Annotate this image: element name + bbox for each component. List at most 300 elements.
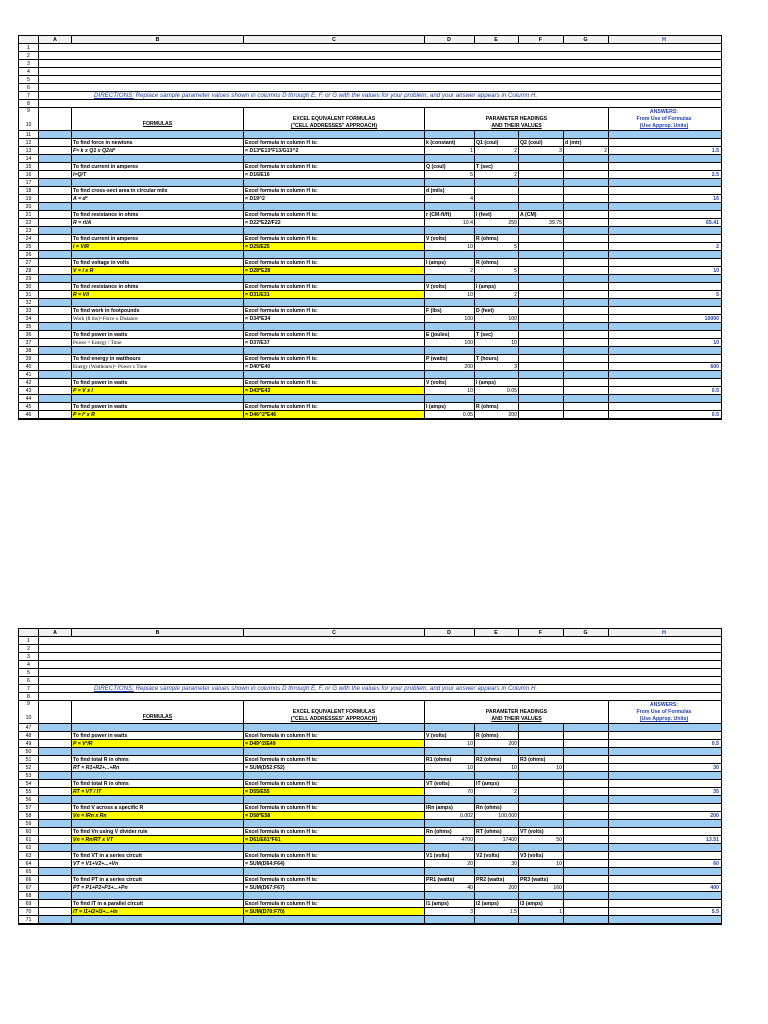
cell-e[interactable] <box>475 323 519 331</box>
cell-f[interactable]: 1 <box>519 908 564 916</box>
cell-h-answer[interactable]: 65.41 <box>609 219 721 227</box>
cell-a[interactable] <box>39 339 72 347</box>
cell-g[interactable] <box>564 323 609 331</box>
cell-b[interactable]: To find voltage in volts <box>72 259 244 267</box>
cell-f[interactable] <box>519 195 564 203</box>
cell-c[interactable]: = D61/E61*F61 <box>244 836 425 844</box>
cell-e[interactable] <box>475 299 519 307</box>
cell-d[interactable] <box>425 155 475 163</box>
cell-g[interactable] <box>564 804 609 812</box>
column-header-f[interactable]: F <box>519 36 564 44</box>
cell-h-answer[interactable]: 5.5 <box>609 908 721 916</box>
cell-e[interactable]: 5 <box>475 267 519 275</box>
cell-b[interactable] <box>72 892 244 900</box>
cell-e[interactable] <box>475 275 519 283</box>
cell-f[interactable]: R3 (ohms) <box>519 756 564 764</box>
cell-c[interactable]: Excel formula in column H is: <box>244 876 425 884</box>
cell-e[interactable]: 2 <box>475 171 519 179</box>
cell-b[interactable]: To find PT in a series circuit <box>72 876 244 884</box>
row-number[interactable]: 53 <box>19 772 39 780</box>
cell-d[interactable] <box>425 796 475 804</box>
cell-e[interactable]: T (sec) <box>475 163 519 171</box>
cell-f[interactable] <box>519 371 564 379</box>
cell-h-answer[interactable]: 600 <box>609 363 721 371</box>
cell-g[interactable] <box>564 171 609 179</box>
cell-e[interactable] <box>475 844 519 852</box>
cell-d[interactable] <box>425 395 475 403</box>
cell-g[interactable] <box>564 908 609 916</box>
cell-e[interactable] <box>475 892 519 900</box>
cell-e[interactable]: R (ohms) <box>475 732 519 740</box>
cell-h-answer[interactable]: 60 <box>609 860 721 868</box>
cell-c[interactable] <box>244 844 425 852</box>
cell-g[interactable] <box>564 331 609 339</box>
cell-e[interactable]: R2 (ohms) <box>475 756 519 764</box>
cell-f[interactable] <box>519 307 564 315</box>
cell-h-answer[interactable]: 16 <box>609 195 721 203</box>
cell-g[interactable] <box>564 243 609 251</box>
cell-f[interactable] <box>519 772 564 780</box>
cell-b[interactable] <box>72 179 244 187</box>
column-header-a[interactable]: A <box>39 36 72 44</box>
cell-a[interactable] <box>39 788 72 796</box>
cell-e[interactable] <box>475 371 519 379</box>
cell-b[interactable]: P = I² x R <box>72 411 244 419</box>
row-number[interactable]: 67 <box>19 884 39 892</box>
row-number[interactable]: 37 <box>19 339 39 347</box>
cell-g[interactable] <box>564 371 609 379</box>
cell-h-answer[interactable] <box>609 724 721 732</box>
row-number[interactable]: 24 <box>19 235 39 243</box>
cell-d[interactable] <box>425 323 475 331</box>
cell-d[interactable]: k (constant) <box>425 139 475 147</box>
cell-e[interactable] <box>475 724 519 732</box>
row-number[interactable]: 28 <box>19 267 39 275</box>
cell-e[interactable]: 3 <box>475 363 519 371</box>
cell-e[interactable]: 30 <box>475 860 519 868</box>
cell-f[interactable] <box>519 355 564 363</box>
cell-b[interactable] <box>72 868 244 876</box>
cell-f[interactable] <box>519 347 564 355</box>
cell-f[interactable] <box>519 227 564 235</box>
row-number[interactable]: 4 <box>19 661 39 669</box>
cell-g[interactable] <box>564 764 609 772</box>
cell-h-answer[interactable] <box>609 780 721 788</box>
cell-b[interactable]: I=Q/T <box>72 171 244 179</box>
cell-a[interactable] <box>39 275 72 283</box>
cell-a[interactable] <box>39 828 72 836</box>
row-number[interactable]: 63 <box>19 852 39 860</box>
cell-h-answer[interactable] <box>609 203 721 211</box>
cell-g[interactable] <box>564 916 609 924</box>
cell-a[interactable] <box>39 836 72 844</box>
cell-g[interactable] <box>564 283 609 291</box>
cell-g[interactable] <box>564 756 609 764</box>
cell-e[interactable]: 2 <box>475 147 519 155</box>
cell-a[interactable] <box>39 251 72 259</box>
cell-a[interactable] <box>39 796 72 804</box>
cell-d[interactable]: R1 (ohms) <box>425 756 475 764</box>
cell-c[interactable]: Excel formula in column H is: <box>244 852 425 860</box>
cell-d[interactable]: 70 <box>425 788 475 796</box>
cell-a[interactable] <box>39 147 72 155</box>
cell-f[interactable] <box>519 235 564 243</box>
cell-d[interactable] <box>425 868 475 876</box>
cell-f[interactable] <box>519 275 564 283</box>
cell-f[interactable] <box>519 251 564 259</box>
row-number[interactable]: 6 <box>19 84 39 92</box>
row-number[interactable]: 51 <box>19 756 39 764</box>
cell-d[interactable]: 200 <box>425 363 475 371</box>
cell-e[interactable]: I (amps) <box>475 379 519 387</box>
row-empty[interactable] <box>39 677 721 685</box>
row-number[interactable]: 58 <box>19 812 39 820</box>
cell-g[interactable] <box>564 291 609 299</box>
cell-a[interactable] <box>39 908 72 916</box>
row-number[interactable]: 1 <box>19 44 39 52</box>
row-number[interactable]: 8 <box>19 100 39 108</box>
cell-a[interactable] <box>39 171 72 179</box>
column-header-g[interactable]: G <box>564 629 609 637</box>
cell-g[interactable] <box>564 179 609 187</box>
cell-b[interactable]: RT = R1+R2+...+Rn <box>72 764 244 772</box>
cell-g[interactable] <box>564 403 609 411</box>
cell-g[interactable] <box>564 780 609 788</box>
row-number[interactable]: 29 <box>19 275 39 283</box>
cell-a[interactable] <box>39 211 72 219</box>
cell-b[interactable]: V = I x R <box>72 267 244 275</box>
cell-a[interactable] <box>39 243 72 251</box>
cell-f[interactable] <box>519 171 564 179</box>
cell-d[interactable] <box>425 275 475 283</box>
cell-d[interactable]: 5 <box>425 171 475 179</box>
cell-g[interactable] <box>564 299 609 307</box>
column-header-a[interactable]: A <box>39 629 72 637</box>
cell-h-answer[interactable]: 2.5 <box>609 171 721 179</box>
cell-f[interactable]: 3 <box>519 147 564 155</box>
cell-e[interactable]: I (amps) <box>475 283 519 291</box>
row-number[interactable]: 13 <box>19 147 39 155</box>
cell-g[interactable] <box>564 724 609 732</box>
cell-a[interactable] <box>39 179 72 187</box>
column-header-c[interactable]: C <box>244 36 425 44</box>
row-number[interactable]: 25 <box>19 243 39 251</box>
cell-b[interactable] <box>72 748 244 756</box>
cell-g[interactable] <box>564 355 609 363</box>
cell-f[interactable] <box>519 740 564 748</box>
cell-b[interactable] <box>72 299 244 307</box>
cell-c[interactable]: Excel formula in column H is: <box>244 163 425 171</box>
cell-e[interactable] <box>475 179 519 187</box>
cell-f[interactable] <box>519 291 564 299</box>
cell-e[interactable]: D (feet) <box>475 307 519 315</box>
row-number[interactable]: 26 <box>19 251 39 259</box>
cell-d[interactable]: VT (volts) <box>425 780 475 788</box>
cell-g[interactable] <box>564 307 609 315</box>
cell-a[interactable] <box>39 355 72 363</box>
cell-c[interactable] <box>244 371 425 379</box>
cell-c[interactable]: Excel formula in column H is: <box>244 139 425 147</box>
cell-b[interactable] <box>72 916 244 924</box>
cell-h-answer[interactable] <box>609 395 721 403</box>
cell-h-answer[interactable] <box>609 355 721 363</box>
cell-e[interactable] <box>475 131 519 139</box>
cell-c[interactable]: Excel formula in column H is: <box>244 804 425 812</box>
cell-e[interactable]: T (hours) <box>475 355 519 363</box>
row-number[interactable]: 9 10 <box>19 701 39 724</box>
row-empty[interactable] <box>39 645 721 653</box>
row-number[interactable]: 46 <box>19 411 39 419</box>
cell-b[interactable]: I = V/R <box>72 243 244 251</box>
cell-b[interactable]: To find power in watts <box>72 403 244 411</box>
cell-a[interactable] <box>39 323 72 331</box>
cell-c[interactable] <box>244 892 425 900</box>
cell-e[interactable]: 5 <box>475 243 519 251</box>
cell-c[interactable]: = D40*E40 <box>244 363 425 371</box>
cell-b[interactable] <box>72 724 244 732</box>
cell-d[interactable]: V (volts) <box>425 379 475 387</box>
cell-c[interactable]: = D37/E37 <box>244 339 425 347</box>
cell-c[interactable]: Excel formula in column H is: <box>244 379 425 387</box>
row-number[interactable]: 1 <box>19 637 39 645</box>
cell-b[interactable] <box>72 395 244 403</box>
cell-d[interactable]: Q (coul) <box>425 163 475 171</box>
row-number[interactable]: 17 <box>19 179 39 187</box>
cell-f[interactable]: Q2 (coul) <box>519 139 564 147</box>
cell-e[interactable] <box>475 347 519 355</box>
cell-d[interactable]: 10 <box>425 387 475 395</box>
row-number[interactable]: 35 <box>19 323 39 331</box>
cell-e[interactable]: l (feet) <box>475 211 519 219</box>
cell-b[interactable]: To find IT in a parallel circuit <box>72 900 244 908</box>
cell-h-answer[interactable]: 200 <box>609 812 721 820</box>
cell-e[interactable]: V2 (volts) <box>475 852 519 860</box>
cell-f[interactable] <box>519 788 564 796</box>
cell-h-answer[interactable] <box>609 323 721 331</box>
cell-g[interactable] <box>564 339 609 347</box>
cell-d[interactable]: 1 <box>425 147 475 155</box>
cell-b[interactable] <box>72 844 244 852</box>
cell-e[interactable] <box>475 195 519 203</box>
cell-a[interactable] <box>39 283 72 291</box>
cell-d[interactable] <box>425 299 475 307</box>
row-number[interactable]: 22 <box>19 219 39 227</box>
cell-c[interactable] <box>244 868 425 876</box>
cell-d[interactable] <box>425 131 475 139</box>
cell-h-answer[interactable] <box>609 371 721 379</box>
column-header-e[interactable]: E <box>475 629 519 637</box>
cell-f[interactable] <box>519 916 564 924</box>
cell-e[interactable]: 250 <box>475 219 519 227</box>
cell-g[interactable] <box>564 740 609 748</box>
cell-f[interactable] <box>519 844 564 852</box>
cell-g[interactable] <box>564 363 609 371</box>
cell-e[interactable] <box>475 868 519 876</box>
cell-d[interactable] <box>425 820 475 828</box>
cell-g[interactable] <box>564 812 609 820</box>
cell-h-answer[interactable] <box>609 732 721 740</box>
cell-a[interactable] <box>39 724 72 732</box>
cell-h-answer[interactable] <box>609 331 721 339</box>
cell-e[interactable]: IT (amps) <box>475 780 519 788</box>
cell-d[interactable]: 4700 <box>425 836 475 844</box>
cell-d[interactable]: F (lbs) <box>425 307 475 315</box>
cell-h-answer[interactable]: 13.51 <box>609 836 721 844</box>
row-number[interactable]: 33 <box>19 307 39 315</box>
cell-h-answer[interactable] <box>609 772 721 780</box>
cell-f[interactable]: 10 <box>519 860 564 868</box>
cell-h-answer[interactable]: 0.5 <box>609 740 721 748</box>
cell-b[interactable]: R = rl/A <box>72 219 244 227</box>
cell-a[interactable] <box>39 900 72 908</box>
cell-h-answer[interactable]: 400 <box>609 884 721 892</box>
cell-g[interactable] <box>564 267 609 275</box>
row-number[interactable]: 48 <box>19 732 39 740</box>
cell-d[interactable]: 0.002 <box>425 812 475 820</box>
cell-f[interactable]: 160 <box>519 884 564 892</box>
row-empty[interactable] <box>39 44 721 52</box>
cell-e[interactable]: 200 <box>475 884 519 892</box>
row-number[interactable]: 23 <box>19 227 39 235</box>
cell-g[interactable] <box>564 772 609 780</box>
cell-c[interactable]: = D28*E28 <box>244 267 425 275</box>
cell-d[interactable]: I (amps) <box>425 259 475 267</box>
cell-e[interactable]: PR2 (watts) <box>475 876 519 884</box>
row-empty[interactable] <box>39 68 721 76</box>
cell-e[interactable]: R (ohms) <box>475 235 519 243</box>
cell-a[interactable] <box>39 403 72 411</box>
row-number[interactable]: 62 <box>19 844 39 852</box>
cell-c[interactable] <box>244 796 425 804</box>
cell-a[interactable] <box>39 732 72 740</box>
cell-c[interactable]: = SUM(D52:F52) <box>244 764 425 772</box>
cell-a[interactable] <box>39 780 72 788</box>
cell-h-answer[interactable] <box>609 900 721 908</box>
cell-g[interactable] <box>564 315 609 323</box>
cell-b[interactable]: F= k x Q1 x Q2/d² <box>72 147 244 155</box>
cell-h-answer[interactable]: 2 <box>609 243 721 251</box>
cell-h-answer[interactable] <box>609 892 721 900</box>
cell-e[interactable]: Q1 (coul) <box>475 139 519 147</box>
cell-c[interactable]: Excel formula in column H is: <box>244 211 425 219</box>
row-number[interactable]: 69 <box>19 900 39 908</box>
row-number[interactable]: 30 <box>19 283 39 291</box>
cell-f[interactable] <box>519 243 564 251</box>
cell-c[interactable]: = D19^2 <box>244 195 425 203</box>
cell-b[interactable] <box>72 155 244 163</box>
cell-h-answer[interactable] <box>609 275 721 283</box>
row-number[interactable]: 5 <box>19 669 39 677</box>
cell-f[interactable]: I3 (amps) <box>519 900 564 908</box>
cell-b[interactable]: RT = VT / IT <box>72 788 244 796</box>
column-header-d[interactable]: D <box>425 629 475 637</box>
cell-d[interactable]: I1 (amps) <box>425 900 475 908</box>
row-number[interactable]: 8 <box>19 693 39 701</box>
cell-c[interactable] <box>244 820 425 828</box>
cell-d[interactable] <box>425 179 475 187</box>
cell-c[interactable]: = D58*E58 <box>244 812 425 820</box>
cell-b[interactable]: To find resistance in ohms <box>72 211 244 219</box>
cell-f[interactable] <box>519 203 564 211</box>
cell-d[interactable]: 2 <box>425 267 475 275</box>
cell-a[interactable] <box>39 804 72 812</box>
cell-f[interactable] <box>519 411 564 419</box>
cell-b[interactable] <box>72 347 244 355</box>
cell-e[interactable] <box>475 227 519 235</box>
row-number[interactable]: 54 <box>19 780 39 788</box>
cell-b[interactable] <box>72 203 244 211</box>
cell-d[interactable] <box>425 844 475 852</box>
cell-c[interactable]: Excel formula in column H is: <box>244 828 425 836</box>
cell-b[interactable]: To find energy in watthours <box>72 355 244 363</box>
cell-h-answer[interactable] <box>609 804 721 812</box>
cell-f[interactable] <box>519 259 564 267</box>
cell-g[interactable] <box>564 748 609 756</box>
cell-d[interactable]: V (volts) <box>425 732 475 740</box>
cell-b[interactable] <box>72 227 244 235</box>
cell-g[interactable] <box>564 275 609 283</box>
cell-a[interactable] <box>39 259 72 267</box>
cell-g[interactable] <box>564 892 609 900</box>
cell-c[interactable] <box>244 323 425 331</box>
row-number[interactable]: 21 <box>19 211 39 219</box>
cell-a[interactable] <box>39 379 72 387</box>
cell-a[interactable] <box>39 299 72 307</box>
cell-g[interactable] <box>564 259 609 267</box>
cell-b[interactable]: To find power in watts <box>72 732 244 740</box>
cell-e[interactable] <box>475 820 519 828</box>
cell-d[interactable]: V (volts) <box>425 235 475 243</box>
cell-g[interactable] <box>564 836 609 844</box>
cell-h-answer[interactable] <box>609 844 721 852</box>
cell-c[interactable] <box>244 275 425 283</box>
cell-c[interactable] <box>244 203 425 211</box>
cell-b[interactable]: To find work in footpounds <box>72 307 244 315</box>
cell-h-answer[interactable] <box>609 235 721 243</box>
cell-g[interactable] <box>564 852 609 860</box>
cell-a[interactable] <box>39 291 72 299</box>
row-number[interactable]: 4 <box>19 68 39 76</box>
column-header-f[interactable]: F <box>519 629 564 637</box>
cell-g[interactable] <box>564 868 609 876</box>
cell-d[interactable]: IRn (amps) <box>425 804 475 812</box>
cell-h-answer[interactable] <box>609 828 721 836</box>
row-empty[interactable] <box>39 669 721 677</box>
cell-b[interactable] <box>72 820 244 828</box>
cell-g[interactable] <box>564 732 609 740</box>
row-number[interactable]: 47 <box>19 724 39 732</box>
cell-c[interactable] <box>244 395 425 403</box>
row-number[interactable]: 42 <box>19 379 39 387</box>
cell-a[interactable] <box>39 411 72 419</box>
cell-f[interactable] <box>519 868 564 876</box>
cell-f[interactable] <box>519 299 564 307</box>
cell-a[interactable] <box>39 748 72 756</box>
row-number[interactable]: 39 <box>19 355 39 363</box>
cell-g[interactable] <box>564 187 609 195</box>
cell-f[interactable] <box>519 131 564 139</box>
cell-a[interactable] <box>39 347 72 355</box>
cell-h-answer[interactable] <box>609 379 721 387</box>
row-number[interactable]: 59 <box>19 820 39 828</box>
cell-f[interactable] <box>519 283 564 291</box>
cell-d[interactable]: 40 <box>425 884 475 892</box>
row-number[interactable]: 61 <box>19 836 39 844</box>
cell-c[interactable] <box>244 155 425 163</box>
cell-f[interactable] <box>519 748 564 756</box>
cell-a[interactable] <box>39 868 72 876</box>
cell-b[interactable]: P = V x I <box>72 387 244 395</box>
